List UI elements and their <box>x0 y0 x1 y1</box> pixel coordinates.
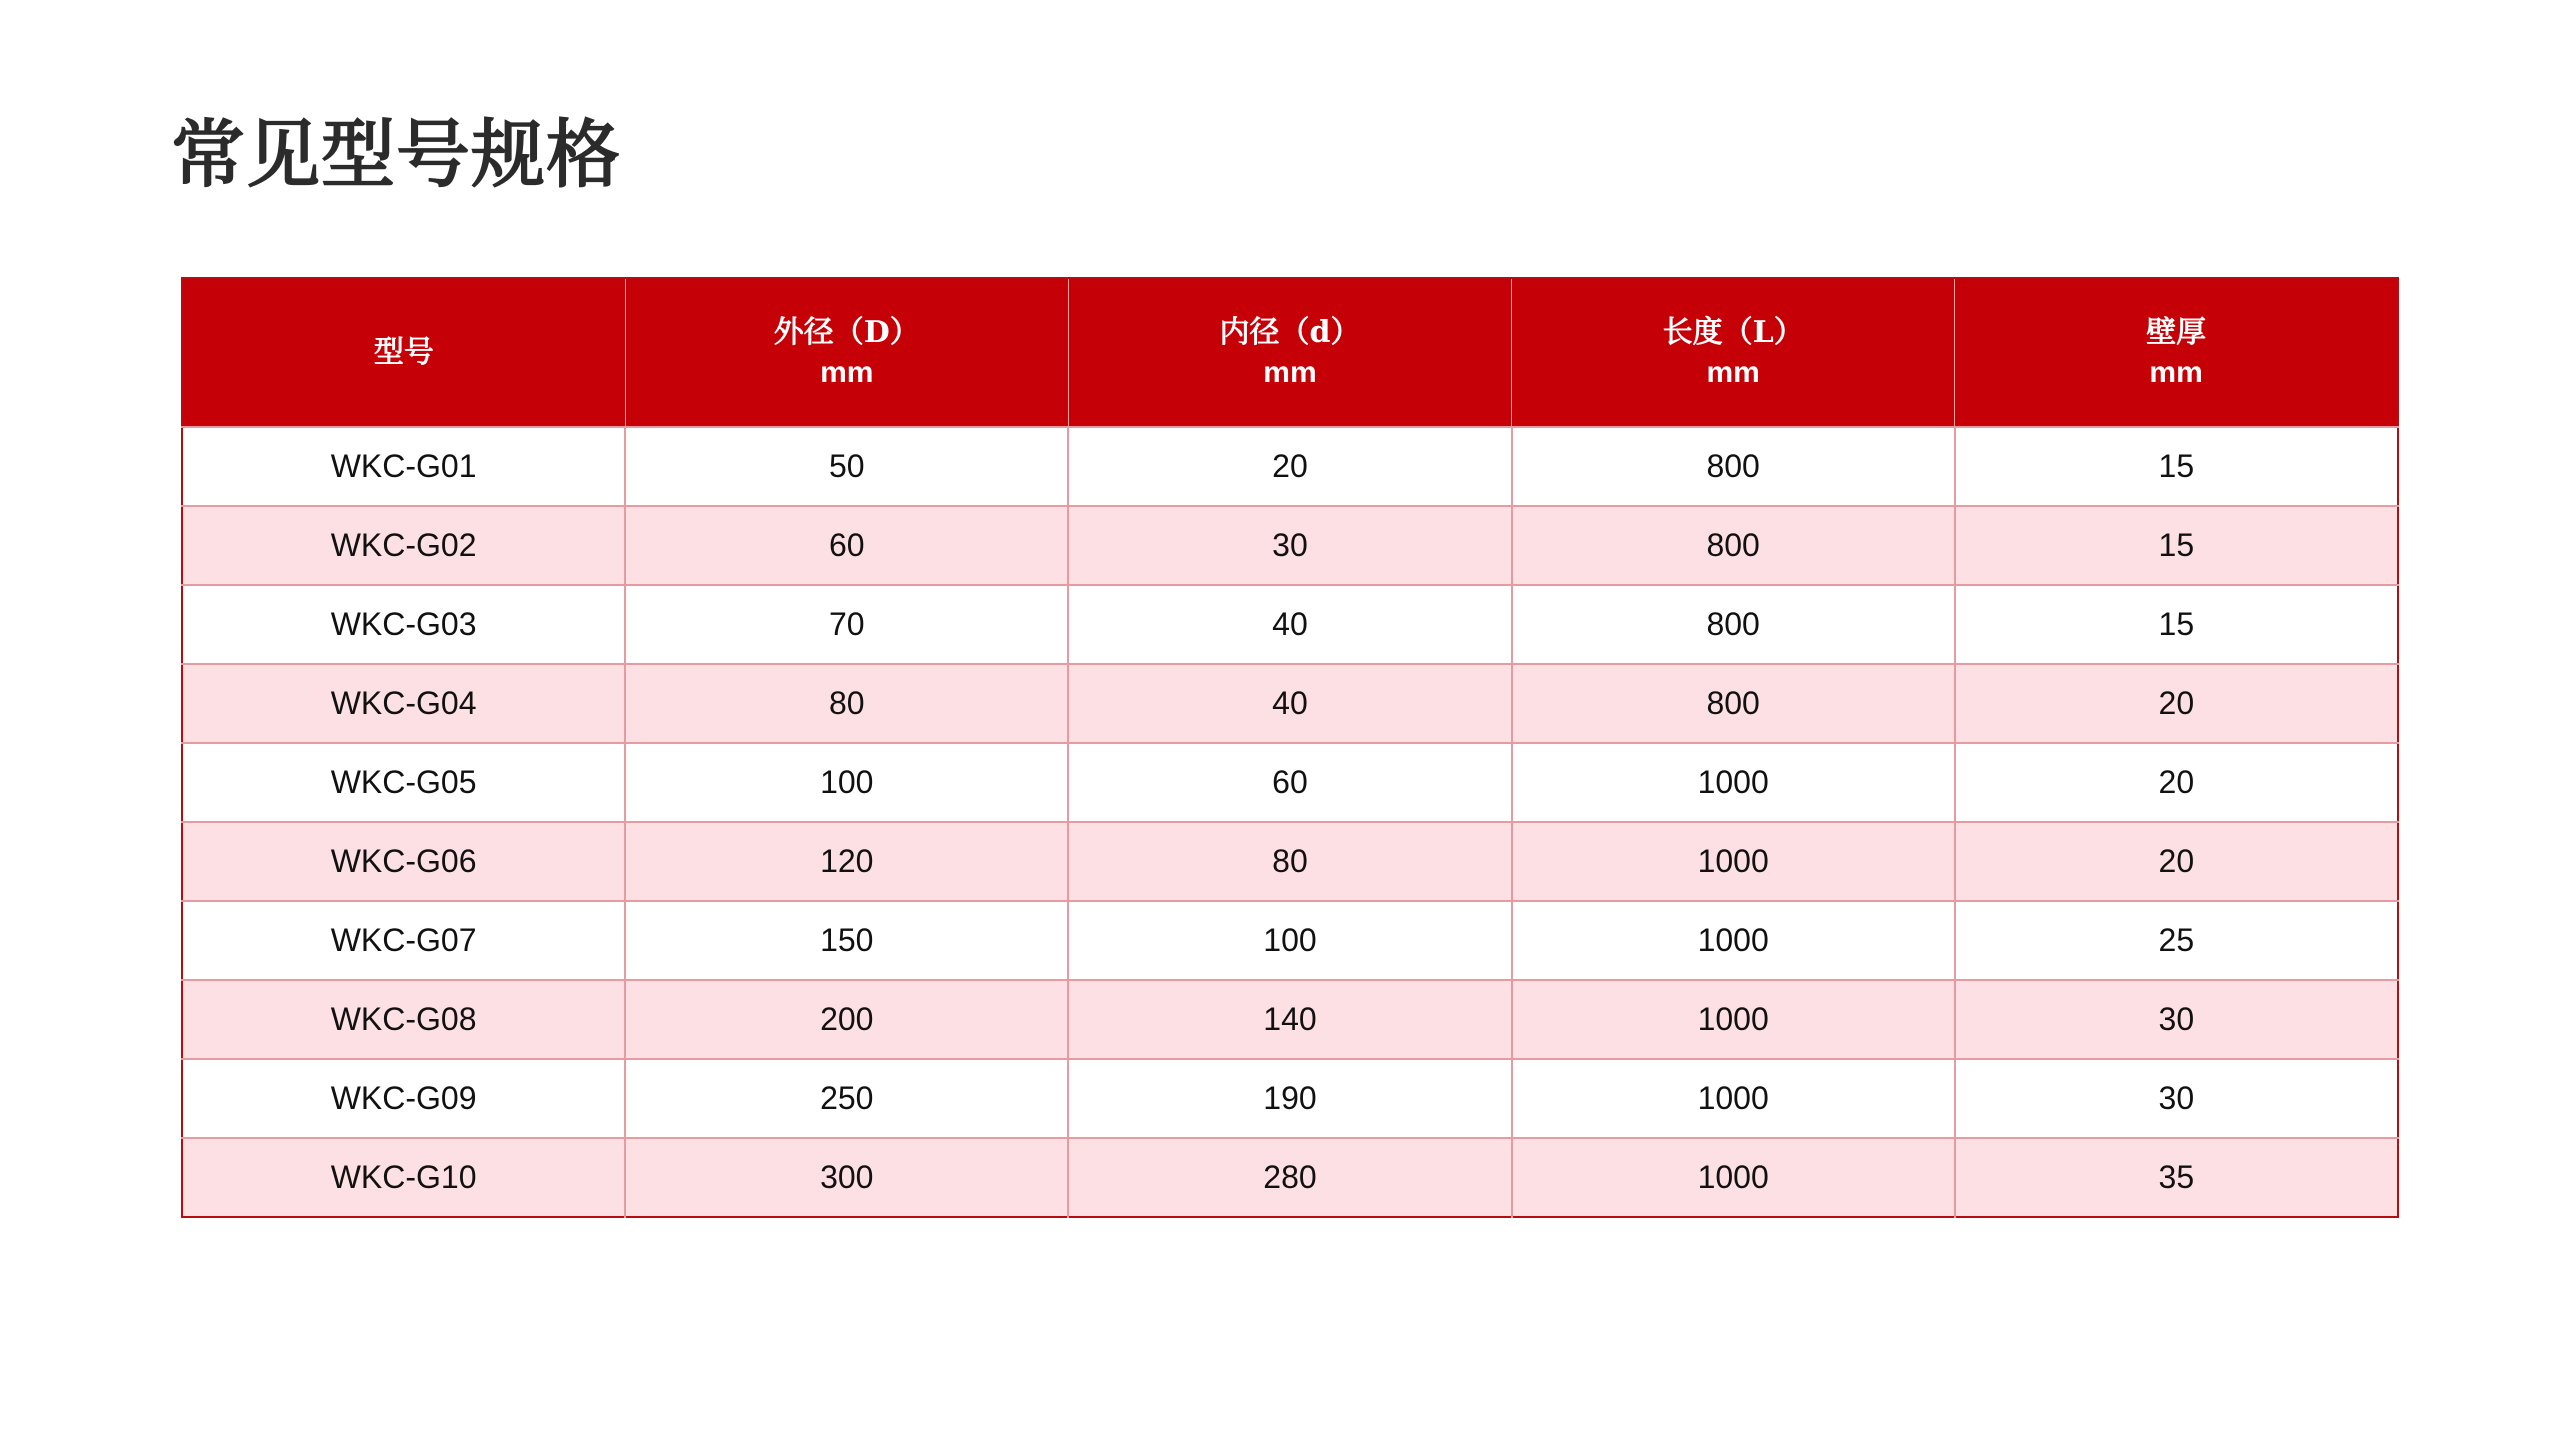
cell-length: 800 <box>1512 664 1955 743</box>
cell-model: WKC-G09 <box>182 1059 625 1138</box>
column-header-inner-diameter <box>1068 278 1511 427</box>
cell-length: 800 <box>1512 585 1955 664</box>
cell-length: 1000 <box>1512 1059 1955 1138</box>
table-row <box>182 1138 2398 1217</box>
column-header-model <box>182 278 625 427</box>
cell-wall-thickness: 20 <box>1955 822 2398 901</box>
cell-model: WKC-G07 <box>182 901 625 980</box>
cell-wall-thickness: 15 <box>1955 506 2398 585</box>
cell-model: WKC-G08 <box>182 980 625 1059</box>
column-header-unit: mm <box>2149 355 2203 389</box>
cell-length: 1000 <box>1512 743 1955 822</box>
column-header-label: 内径（d） <box>1219 314 1361 350</box>
cell-model: WKC-G04 <box>182 664 625 743</box>
cell-wall-thickness: 35 <box>1955 1138 2398 1217</box>
table-row <box>182 1059 2398 1138</box>
cell-wall-thickness: 15 <box>1955 427 2398 506</box>
cell-wall-thickness: 20 <box>1955 664 2398 743</box>
cell-length: 800 <box>1512 427 1955 506</box>
cell-inner-diameter: 40 <box>1068 585 1511 664</box>
cell-wall-thickness: 30 <box>1955 1059 2398 1138</box>
cell-outer-diameter: 70 <box>625 585 1068 664</box>
cell-outer-diameter: 300 <box>625 1138 1068 1217</box>
spec-table <box>181 277 2399 1218</box>
table-body <box>182 427 2398 1217</box>
cell-length: 1000 <box>1512 1138 1955 1217</box>
cell-outer-diameter: 100 <box>625 743 1068 822</box>
cell-inner-diameter: 140 <box>1068 980 1511 1059</box>
cell-outer-diameter: 250 <box>625 1059 1068 1138</box>
table-row <box>182 506 2398 585</box>
column-header-unit: mm <box>820 355 874 389</box>
table-row <box>182 822 2398 901</box>
header-row <box>182 278 2398 427</box>
table-row <box>182 427 2398 506</box>
column-header-label: 外径（D） <box>773 314 920 350</box>
cell-model: WKC-G03 <box>182 585 625 664</box>
table-row <box>182 585 2398 664</box>
cell-model: WKC-G06 <box>182 822 625 901</box>
table-row <box>182 901 2398 980</box>
cell-wall-thickness: 20 <box>1955 743 2398 822</box>
table-row <box>182 980 2398 1059</box>
cell-inner-diameter: 60 <box>1068 743 1511 822</box>
cell-outer-diameter: 60 <box>625 506 1068 585</box>
column-header-unit: mm <box>1263 355 1317 389</box>
cell-length: 1000 <box>1512 980 1955 1059</box>
cell-length: 800 <box>1512 506 1955 585</box>
table-row <box>182 743 2398 822</box>
table-header <box>182 278 2398 427</box>
table-row <box>182 664 2398 743</box>
cell-wall-thickness: 25 <box>1955 901 2398 980</box>
column-header-unit: mm <box>1706 355 1760 389</box>
column-header-outer-diameter <box>625 278 1068 427</box>
cell-length: 1000 <box>1512 822 1955 901</box>
cell-inner-diameter: 100 <box>1068 901 1511 980</box>
cell-outer-diameter: 80 <box>625 664 1068 743</box>
cell-inner-diameter: 20 <box>1068 427 1511 506</box>
cell-inner-diameter: 280 <box>1068 1138 1511 1217</box>
cell-model: WKC-G10 <box>182 1138 625 1217</box>
cell-wall-thickness: 30 <box>1955 980 2398 1059</box>
column-header-wall-thickness <box>1955 278 2398 427</box>
cell-model: WKC-G01 <box>182 427 625 506</box>
column-header-label: 壁厚 <box>2146 314 2207 350</box>
column-header-label: 型号 <box>373 334 434 370</box>
column-header-label: 长度（L） <box>1662 314 1804 350</box>
cell-outer-diameter: 150 <box>625 901 1068 980</box>
cell-outer-diameter: 50 <box>625 427 1068 506</box>
column-header-length <box>1512 278 1955 427</box>
cell-inner-diameter: 80 <box>1068 822 1511 901</box>
page-title: 常见型号规格 <box>171 112 621 198</box>
cell-wall-thickness: 15 <box>1955 585 2398 664</box>
cell-length: 1000 <box>1512 901 1955 980</box>
cell-outer-diameter: 120 <box>625 822 1068 901</box>
cell-outer-diameter: 200 <box>625 980 1068 1059</box>
cell-inner-diameter: 40 <box>1068 664 1511 743</box>
cell-model: WKC-G02 <box>182 506 625 585</box>
cell-model: WKC-G05 <box>182 743 625 822</box>
cell-inner-diameter: 30 <box>1068 506 1511 585</box>
cell-inner-diameter: 190 <box>1068 1059 1511 1138</box>
